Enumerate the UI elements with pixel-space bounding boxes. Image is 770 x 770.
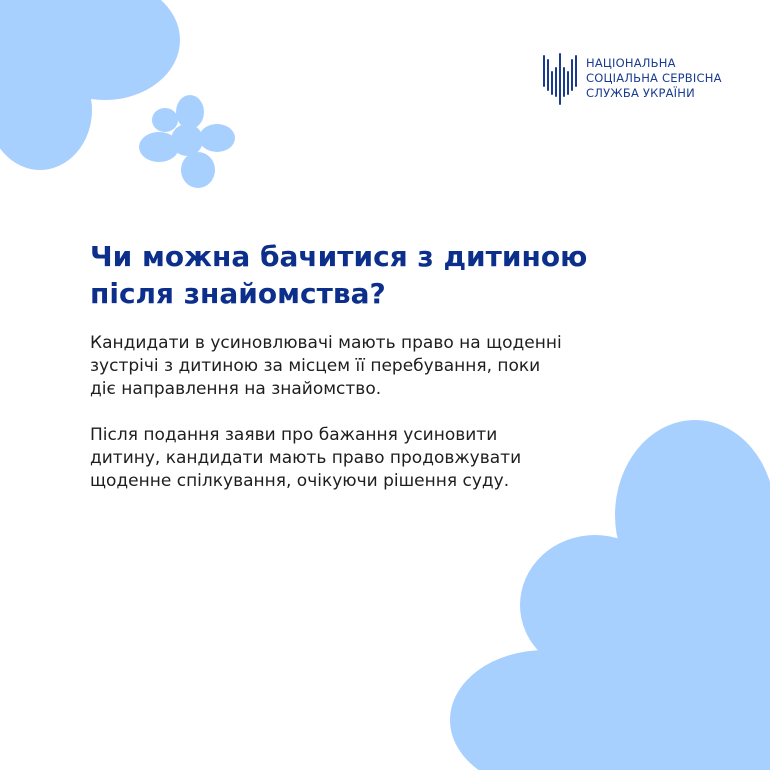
- paragraph-communication: [90, 424, 680, 493]
- logo: [540, 50, 722, 106]
- paragraph-line: Кандидати в усиновлювачі мають право на щоденні: [90, 333, 562, 353]
- paragraph-visits: [90, 332, 680, 401]
- page-title: [90, 238, 690, 312]
- title-line: після знайомства?: [90, 277, 386, 310]
- paragraph-line: Після подання заяви про бажання усиновити: [90, 425, 498, 445]
- logo-line: НАЦІОНАЛЬНА: [586, 55, 676, 70]
- ukraine-trident-icon: [540, 50, 580, 106]
- logo-text: [586, 56, 722, 101]
- paragraph-line: дитину, кандидати мають право продовжувати: [90, 448, 522, 468]
- paragraph-line: щоденне спілкування, очікуючи рішення суду.: [90, 471, 510, 491]
- logo-line: СОЦІАЛЬНА СЕРВІСНА: [586, 70, 722, 85]
- body-text: [90, 332, 680, 516]
- flower-small-icon: [139, 95, 235, 188]
- paragraph-line: діє направлення на знайомство.: [90, 379, 382, 399]
- paragraph-line: зустрічі з дитиною за місцем її перебування, поки: [90, 356, 541, 376]
- logo-line: СЛУЖБА УКРАЇНИ: [586, 85, 695, 100]
- title-line: Чи можна бачитися з дитиною: [90, 240, 588, 273]
